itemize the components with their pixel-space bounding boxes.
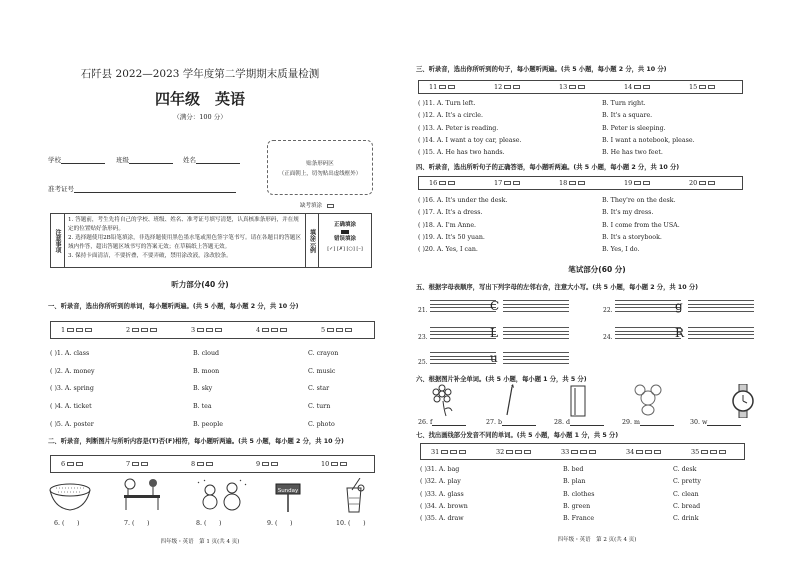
question-number: 18 — [559, 179, 568, 187]
answer-group-4 — [256, 326, 287, 334]
answer-bubble[interactable] — [571, 450, 578, 454]
school-label: 学校 — [48, 156, 61, 164]
word-pictures — [400, 384, 794, 418]
option-a[interactable]: ( )20. A. Yes, I can. — [418, 246, 478, 254]
answer-bubble[interactable] — [141, 328, 148, 332]
option-a[interactable]: ( )31. A. bag — [420, 466, 460, 473]
exam-subtitle: 四年级 英语 — [154, 90, 245, 108]
option-a[interactable]: ( )15. A. He has two hands. — [418, 149, 505, 157]
answer-line[interactable] — [502, 419, 536, 426]
writing-lines[interactable] — [688, 298, 754, 312]
option-b: B. Peter is sleeping. — [602, 124, 666, 132]
full-score: （满分：100 分） — [173, 113, 227, 121]
section1-title: 一、听录音，选出你所听到的单词，每小题听两遍。(共 5 小题，每小题 2 分，共 10 分) — [48, 303, 299, 310]
writing-lines[interactable] — [615, 325, 681, 339]
writing-lines[interactable] — [503, 298, 569, 312]
answer-bubble[interactable] — [569, 85, 576, 89]
class-label: 班级 — [116, 156, 129, 164]
answer-bubble[interactable] — [206, 328, 213, 332]
answer-bubble[interactable] — [215, 328, 222, 332]
answer-bubble[interactable] — [340, 462, 347, 466]
writing-lines[interactable] — [688, 325, 754, 339]
correct-fill-label: 正确填涂 — [333, 222, 356, 228]
option-b: B. cloud — [193, 350, 220, 357]
question-number: 35 — [691, 448, 700, 456]
picture-answer-10[interactable]: 10. ( ) — [336, 520, 366, 527]
given-letter: u — [490, 351, 498, 365]
option-c: C. bread — [673, 502, 701, 510]
answer-bubble[interactable] — [141, 462, 148, 466]
answer-box-31-35 — [420, 443, 745, 460]
answer-bubble[interactable] — [271, 328, 278, 332]
option-a[interactable]: ( )13. A. Peter is reading. — [418, 124, 499, 132]
writing-lines[interactable] — [430, 325, 496, 339]
option-c: C. turn — [308, 403, 331, 411]
notice-table — [50, 213, 372, 268]
answer-box-1-5 — [50, 321, 375, 339]
option-a[interactable]: ( )12. A. It's a circle. — [418, 112, 484, 120]
option-b: B. It's a storybook. — [602, 233, 662, 241]
answer-bubble[interactable] — [459, 450, 466, 454]
section6-title: 六、根据图片补全单词。(共 5 小题，每小题 1 分，共 5 分) — [416, 376, 587, 383]
picture-answer-9[interactable]: 9. ( ) — [267, 520, 293, 527]
answer-bubble[interactable] — [589, 450, 596, 454]
answer-bubble[interactable] — [513, 181, 520, 185]
section5-title: 五、根据字母表顺序，写出下列字母的左邻右舍，注意大小写。(共 5 小题，每小题 2 分，共 10 分) — [416, 284, 699, 291]
question-number: 31 — [431, 448, 440, 456]
answer-group-33 — [561, 448, 596, 456]
answer-bubble[interactable] — [580, 450, 587, 454]
option-a[interactable]: ( )16. A. It's under the desk. — [418, 197, 508, 204]
answer-group-8 — [191, 460, 213, 468]
answer-bubble[interactable] — [150, 328, 157, 332]
given-letter: L — [490, 326, 498, 340]
answer-box-6-10 — [50, 455, 375, 473]
name-field[interactable] — [183, 155, 240, 164]
answer-bubble[interactable] — [85, 328, 92, 332]
option-b: B. Turn right. — [602, 100, 646, 107]
answer-bubble[interactable] — [327, 328, 334, 332]
question-number: 8 — [191, 460, 196, 468]
option-b: B. Yes, I do. — [602, 246, 640, 254]
answer-bubble[interactable] — [448, 181, 455, 185]
option-b: B. plan — [563, 478, 586, 486]
answer-bubble[interactable] — [206, 462, 213, 466]
answer-bubble[interactable] — [708, 85, 715, 89]
answer-bubble[interactable] — [699, 85, 706, 89]
option-b: B. It's a square. — [602, 112, 653, 120]
answer-line[interactable] — [432, 419, 466, 426]
question-number: 32 — [496, 448, 505, 456]
option-c: C. drink — [673, 515, 699, 523]
word-blank-28[interactable] — [554, 419, 604, 426]
picture-answer-6[interactable]: 6. ( ) — [54, 520, 80, 527]
option-a[interactable]: ( )1. A. class — [50, 350, 90, 357]
answer-box-16-20 — [418, 176, 743, 190]
sunday-sign-picture — [276, 484, 300, 512]
pen-picture — [507, 384, 514, 415]
picture-answer-7[interactable]: 7. ( ) — [124, 520, 150, 527]
question-number: 2 — [126, 326, 131, 334]
word-blank-30[interactable] — [690, 419, 741, 426]
answer-line[interactable] — [640, 419, 674, 426]
door-picture — [571, 386, 585, 416]
question-number: 34 — [626, 448, 635, 456]
wrong-fill-examples: [✓] [✗] [○] [–] — [327, 246, 363, 252]
option-b: B. bed — [563, 466, 584, 473]
option-a[interactable]: ( )14. A. I want a toy car, please. — [418, 136, 522, 144]
answer-bubble[interactable] — [271, 462, 278, 466]
answer-bubble[interactable] — [654, 450, 661, 454]
answer-group-20 — [689, 179, 715, 187]
option-b: B. clothes — [563, 490, 595, 498]
notice-item: 3. 保持卡面清洁，不要折叠，不要弄破，禁用涂改液，涂改胶条。 — [68, 253, 232, 259]
option-b: B. tea — [193, 403, 212, 411]
answer-group-9 — [256, 460, 278, 468]
wrong-fill-label: 错误填涂 — [333, 236, 356, 242]
option-b: B. France — [563, 515, 595, 523]
question-number: 9 — [256, 460, 261, 468]
letter-item-number: 24. — [603, 334, 613, 341]
answer-bubble[interactable] — [336, 328, 343, 332]
answer-bubble[interactable] — [515, 450, 522, 454]
page1-footer: 四年级・英语 第 1 页(共 4 页) — [160, 539, 240, 545]
barcode-title: 贴条形码区 — [306, 161, 334, 167]
question-number: 14 — [624, 83, 633, 91]
word-prefix: 27. b — [486, 419, 503, 426]
question-number: 17 — [494, 179, 503, 187]
question-number: 15 — [689, 83, 698, 91]
option-a[interactable]: ( )35. A. draw — [420, 515, 464, 523]
answer-group-1 — [61, 326, 92, 334]
absent-label: 缺考填涂 — [300, 203, 323, 209]
word-prefix: 29. m — [622, 419, 640, 426]
answer-bubble[interactable] — [513, 85, 520, 89]
barcode-area — [267, 140, 373, 195]
option-b: B. It's my dress. — [602, 209, 654, 217]
answer-group-12 — [494, 83, 520, 91]
option-a[interactable]: ( )17. A. It's a dress. — [418, 209, 483, 217]
option-a[interactable]: ( )34. A. brown — [420, 502, 468, 510]
writing-lines[interactable] — [503, 350, 569, 364]
option-c: C. clean — [673, 490, 699, 498]
answer-bubble[interactable] — [67, 328, 74, 332]
option-b: B. people — [193, 420, 223, 428]
question-number: 6 — [61, 460, 66, 468]
answer-group-16 — [429, 179, 455, 187]
answer-bubble[interactable] — [132, 462, 139, 466]
answer-bubble[interactable] — [441, 450, 448, 454]
word-prefix: 30. w — [690, 419, 708, 426]
answer-bubble[interactable] — [345, 328, 352, 332]
watch-picture — [733, 384, 753, 418]
option-a[interactable]: ( )5. A. poster — [50, 420, 94, 428]
answer-bubble[interactable] — [506, 450, 513, 454]
answer-bubble[interactable] — [708, 181, 715, 185]
option-c: C. photo — [308, 420, 335, 428]
juice-glass-picture — [347, 478, 364, 512]
class-field[interactable] — [116, 155, 173, 164]
letter-item-number: 21. — [418, 307, 428, 314]
option-a[interactable]: ( )18. A. I'm Anne. — [418, 221, 477, 229]
answer-group-15 — [689, 83, 715, 91]
absent-mark[interactable] — [300, 201, 334, 209]
answer-bubble[interactable] — [524, 450, 531, 454]
answer-group-6 — [61, 460, 83, 468]
word-blank-26[interactable] — [418, 419, 466, 426]
section2-title: 二、听录音，判断图片与所听内容是(T)否(F)相符，每小题听两遍。(共 5 小题，每小题 2 分，共 10 分) — [48, 438, 344, 445]
answer-bubble[interactable] — [643, 181, 650, 185]
listening-pictures — [0, 478, 400, 516]
answer-bubble[interactable] — [448, 85, 455, 89]
writing-lines[interactable] — [430, 350, 496, 364]
option-b: B. They're on the desk. — [602, 197, 676, 204]
answer-group-14 — [624, 83, 650, 91]
answer-group-10 — [321, 460, 347, 468]
word-prefix: 28. d — [554, 419, 571, 426]
answer-group-11 — [429, 83, 455, 91]
answer-bubble[interactable] — [578, 85, 585, 89]
flower-picture — [433, 385, 452, 416]
question-number: 33 — [561, 448, 570, 456]
question-number: 11 — [429, 83, 438, 91]
option-a[interactable]: ( )2. A. money — [50, 367, 95, 375]
notice-heading: 注意事项 — [51, 214, 65, 267]
option-c: C. desk — [673, 466, 697, 473]
page2-footer: 四年级・英语 第 2 页(共 4 页) — [557, 537, 637, 543]
answer-line[interactable] — [570, 419, 604, 426]
question-number: 7 — [126, 460, 131, 468]
question-number: 4 — [256, 326, 261, 334]
answer-bubble[interactable] — [634, 85, 641, 89]
answer-group-35 — [691, 448, 726, 456]
writing-lines[interactable] — [430, 298, 496, 312]
ping-pong-picture — [124, 479, 160, 510]
exam-id-label: 准考证号 — [48, 185, 74, 193]
exam-id-field[interactable] — [48, 184, 236, 193]
question-number: 12 — [494, 83, 503, 91]
option-c: C. pretty — [673, 478, 701, 486]
answer-group-5 — [321, 326, 352, 334]
option-b: B. He has two feet. — [602, 149, 663, 157]
answer-bubble[interactable] — [280, 328, 287, 332]
answer-line[interactable] — [707, 419, 741, 426]
answer-bubble[interactable] — [504, 181, 511, 185]
answer-bubble[interactable] — [262, 328, 269, 332]
writing-lines[interactable] — [503, 325, 569, 339]
answer-group-13 — [559, 83, 585, 91]
option-b: B. moon — [193, 367, 220, 375]
answer-bubble[interactable] — [132, 328, 139, 332]
answer-bubble[interactable] — [645, 450, 652, 454]
answer-bubble[interactable] — [569, 181, 576, 185]
option-a[interactable]: ( )33. A. glass — [420, 490, 464, 498]
sign-text: Sunday — [277, 488, 299, 494]
section4-title: 四、听录音，选出所听句子的正确答语，每小题听两遍。(共 5 小题，每小题 2 分，共 10 分) — [416, 164, 680, 171]
notice-item: 1. 答题前，考生先将自己的学校、班级、姓名、准考证号填写清楚，认真核准条形码，并在规定的位置贴好条形码。 — [68, 217, 299, 232]
answer-box-11-15 — [418, 80, 743, 94]
picture-answer-8[interactable]: 8. ( ) — [196, 520, 222, 527]
exam-title: 石阡县 2022—2023 学年度第二学期期末质量检测 — [80, 68, 320, 80]
school-field[interactable] — [48, 155, 105, 164]
word-blank-27[interactable] — [486, 419, 536, 426]
option-a[interactable]: ( )11. A. Turn left. — [418, 100, 476, 107]
letter-item-number: 22. — [603, 307, 613, 314]
question-number: 20 — [689, 179, 698, 187]
given-letter: R — [675, 326, 685, 340]
option-b: B. sky — [193, 385, 213, 393]
answer-bubble[interactable] — [719, 450, 726, 454]
option-a[interactable]: ( )3. A. spring — [50, 385, 94, 393]
answer-bubble[interactable] — [262, 462, 269, 466]
answer-bubble[interactable] — [197, 328, 204, 332]
answer-group-32 — [496, 448, 531, 456]
answer-bubble[interactable] — [450, 450, 457, 454]
answer-group-17 — [494, 179, 520, 187]
option-a[interactable]: ( )4. A. ticket — [50, 403, 92, 411]
answer-bubble[interactable] — [699, 181, 706, 185]
answer-group-18 — [559, 179, 585, 187]
answer-group-34 — [626, 448, 661, 456]
answer-bubble[interactable] — [636, 450, 643, 454]
question-number: 5 — [321, 326, 326, 334]
answer-bubble[interactable] — [76, 462, 83, 466]
given-letter: g — [675, 299, 683, 313]
answer-group-19 — [624, 179, 650, 187]
question-number: 13 — [559, 83, 568, 91]
given-letter: C — [490, 299, 500, 313]
answer-bubble[interactable] — [197, 462, 204, 466]
question-number: 19 — [624, 179, 633, 187]
snowman-picture — [198, 480, 246, 510]
option-c: C. music — [308, 367, 336, 375]
answer-bubble[interactable] — [634, 181, 641, 185]
option-b: B. I come from the USA. — [602, 221, 680, 229]
section7-title: 七、找出画线部分发音不同的单词。(共 5 小题，每小题 1 分，共 5 分) — [416, 432, 619, 439]
option-b: B. green — [563, 502, 591, 510]
answer-bubble[interactable] — [439, 85, 446, 89]
answer-bubble[interactable] — [578, 181, 585, 185]
word-prefix: 26. f — [418, 419, 433, 426]
example-heading: 填涂示例 — [305, 214, 319, 267]
option-a[interactable]: ( )32. A. play — [420, 478, 461, 486]
section3-title: 三、听录音，选出你所听到的句子，每小题听两遍。(共 5 小题，每小题 2 分，共 10 分) — [416, 66, 667, 73]
rice-bowl-picture — [50, 484, 90, 510]
notice-item: 2. 选择题使用2B铅笔填涂，非选择题使用黑色墨水笔或黑色签字笔书写。请在各题目的答题区域内作答，超出答题区域书写的答案无效；在草稿纸上答题无效。 — [68, 235, 301, 250]
mouse-picture — [635, 385, 661, 415]
question-number: 16 — [429, 179, 438, 187]
answer-group-3 — [191, 326, 222, 334]
answer-bubble[interactable] — [643, 85, 650, 89]
option-c: C. crayon — [308, 350, 339, 357]
answer-bubble[interactable] — [439, 181, 446, 185]
question-number: 1 — [61, 326, 66, 334]
letter-item-number: 25. — [418, 359, 428, 366]
written-header: 笔试部分(60 分) — [568, 265, 626, 274]
option-c: C. star — [308, 385, 330, 393]
answer-bubble[interactable] — [701, 450, 708, 454]
answer-bubble[interactable] — [76, 328, 83, 332]
answer-group-2 — [126, 326, 157, 334]
answer-bubble[interactable] — [710, 450, 717, 454]
barcode-note: （正面朝上，切勿贴出虚线框外） — [278, 171, 362, 177]
name-label: 姓名 — [183, 156, 196, 164]
question-number: 3 — [191, 326, 196, 334]
answer-bubble[interactable] — [504, 85, 511, 89]
answer-bubble[interactable] — [67, 462, 74, 466]
answer-bubble[interactable] — [331, 462, 338, 466]
letter-item-number: 23. — [418, 334, 428, 341]
word-blank-29[interactable] — [622, 419, 674, 426]
absent-checkbox[interactable] — [327, 204, 334, 208]
option-a[interactable]: ( )19. A. It's 50 yuan. — [418, 233, 485, 241]
listening-header: 听力部分(40 分) — [171, 280, 229, 289]
question-number: 10 — [321, 460, 330, 468]
writing-lines[interactable] — [615, 298, 681, 312]
option-b: B. I want a notebook, please. — [602, 136, 695, 144]
answer-group-7 — [126, 460, 148, 468]
answer-group-31 — [431, 448, 466, 456]
